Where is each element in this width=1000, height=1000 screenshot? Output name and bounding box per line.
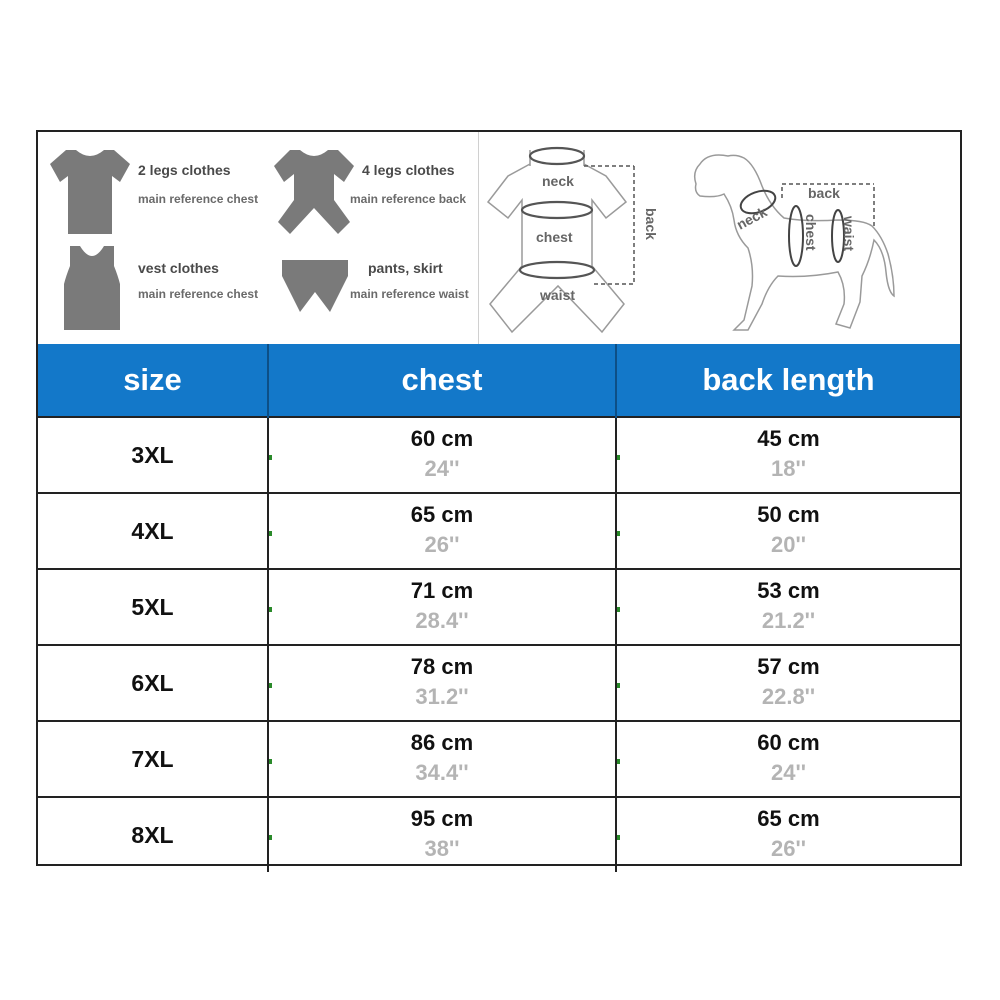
cell-marker	[617, 835, 620, 840]
header-chest: chest	[268, 344, 616, 417]
cell-marker	[269, 531, 272, 536]
dog-measure-diagram	[688, 136, 898, 340]
cell-marker	[617, 683, 620, 688]
dog-waist-label: waist	[841, 216, 857, 252]
garment-measure-diagram	[484, 136, 659, 340]
back-inch: 22.8''	[761, 684, 816, 709]
chest-cm: 95 cm	[410, 806, 474, 831]
vest-icon	[62, 244, 122, 332]
measurement-guide	[38, 132, 960, 344]
jumpsuit-icon	[270, 146, 358, 238]
cell-marker	[269, 683, 272, 688]
chest-cm: 86 cm	[410, 730, 474, 755]
chest-inch: 28.4''	[415, 608, 469, 633]
chest-cm: 78 cm	[410, 654, 474, 679]
table-row	[38, 645, 960, 721]
cell-marker	[617, 759, 620, 764]
back-length-cell	[616, 645, 960, 721]
back-cm: 50 cm	[757, 502, 820, 527]
back-inch: 21.2''	[761, 608, 816, 633]
vest-title: vest clothes	[138, 260, 219, 276]
pants-subtitle: main reference waist	[350, 287, 469, 301]
cell-marker	[269, 759, 272, 764]
vest-subtitle: main reference chest	[138, 287, 259, 301]
chest-inch: 24''	[424, 456, 460, 481]
back-cm: 65 cm	[757, 806, 820, 831]
chest-cm: 71 cm	[410, 578, 474, 603]
back-length-cell	[616, 493, 960, 569]
size-cell: 6XL	[38, 645, 268, 721]
back-inch: 26''	[771, 836, 806, 861]
size-cell: 3XL	[38, 417, 268, 493]
back-inch: 24''	[771, 760, 806, 785]
chest-cell	[268, 721, 616, 797]
size-cell: 4XL	[38, 493, 268, 569]
tshirt-icon	[48, 146, 132, 238]
back-cm: 45 cm	[757, 426, 820, 451]
pants-title: pants, skirt	[368, 260, 443, 276]
header-size: size	[38, 344, 268, 417]
back-length-cell	[616, 721, 960, 797]
garment-back-label: back	[643, 208, 659, 240]
dog-neck-label: neck	[733, 203, 770, 233]
chest-cell	[268, 797, 616, 872]
four-legs-title: 4 legs clothes	[362, 162, 455, 178]
cell-marker	[269, 455, 272, 460]
chest-inch: 26''	[424, 532, 460, 557]
cell-marker	[617, 607, 620, 612]
back-length-cell	[616, 417, 960, 493]
chest-cell	[268, 645, 616, 721]
two-legs-title: 2 legs clothes	[138, 162, 231, 178]
table-row	[38, 493, 960, 569]
size-chart	[36, 130, 962, 866]
dog-chest-label: chest	[803, 214, 819, 251]
table-row	[38, 569, 960, 645]
header-back-length: back length	[616, 344, 960, 417]
size-cell: 8XL	[38, 797, 268, 872]
back-length-cell	[616, 569, 960, 645]
back-inch: 18''	[771, 456, 806, 481]
chest-inch: 34.4''	[415, 760, 469, 785]
cell-marker	[617, 531, 620, 536]
chest-cell	[268, 569, 616, 645]
cell-marker	[617, 455, 620, 460]
garment-chest-label: chest	[536, 229, 573, 245]
back-length-cell	[616, 797, 960, 872]
chest-cell	[268, 493, 616, 569]
chest-inch: 31.2''	[415, 684, 469, 709]
dog-back-label: back	[808, 185, 840, 201]
garment-waist-label: waist	[540, 287, 576, 303]
back-cm: 57 cm	[757, 654, 820, 679]
two-legs-subtitle: main reference chest	[138, 192, 259, 206]
size-cell: 5XL	[38, 569, 268, 645]
chest-cm: 65 cm	[410, 502, 474, 527]
back-cm: 53 cm	[757, 578, 820, 603]
table-header-row	[38, 344, 960, 417]
guide-divider	[478, 132, 479, 344]
table-row	[38, 797, 960, 872]
size-cell: 7XL	[38, 721, 268, 797]
cell-marker	[269, 835, 272, 840]
pants-icon	[280, 256, 350, 316]
back-cm: 60 cm	[757, 730, 820, 755]
back-inch: 20''	[771, 532, 806, 557]
four-legs-subtitle: main reference back	[350, 192, 467, 206]
table-row	[38, 721, 960, 797]
chest-cell	[268, 417, 616, 493]
chest-cm: 60 cm	[410, 426, 474, 451]
size-table	[38, 344, 960, 872]
table-row	[38, 417, 960, 493]
chest-inch: 38''	[424, 836, 460, 861]
cell-marker	[269, 607, 272, 612]
garment-neck-label: neck	[542, 173, 574, 189]
